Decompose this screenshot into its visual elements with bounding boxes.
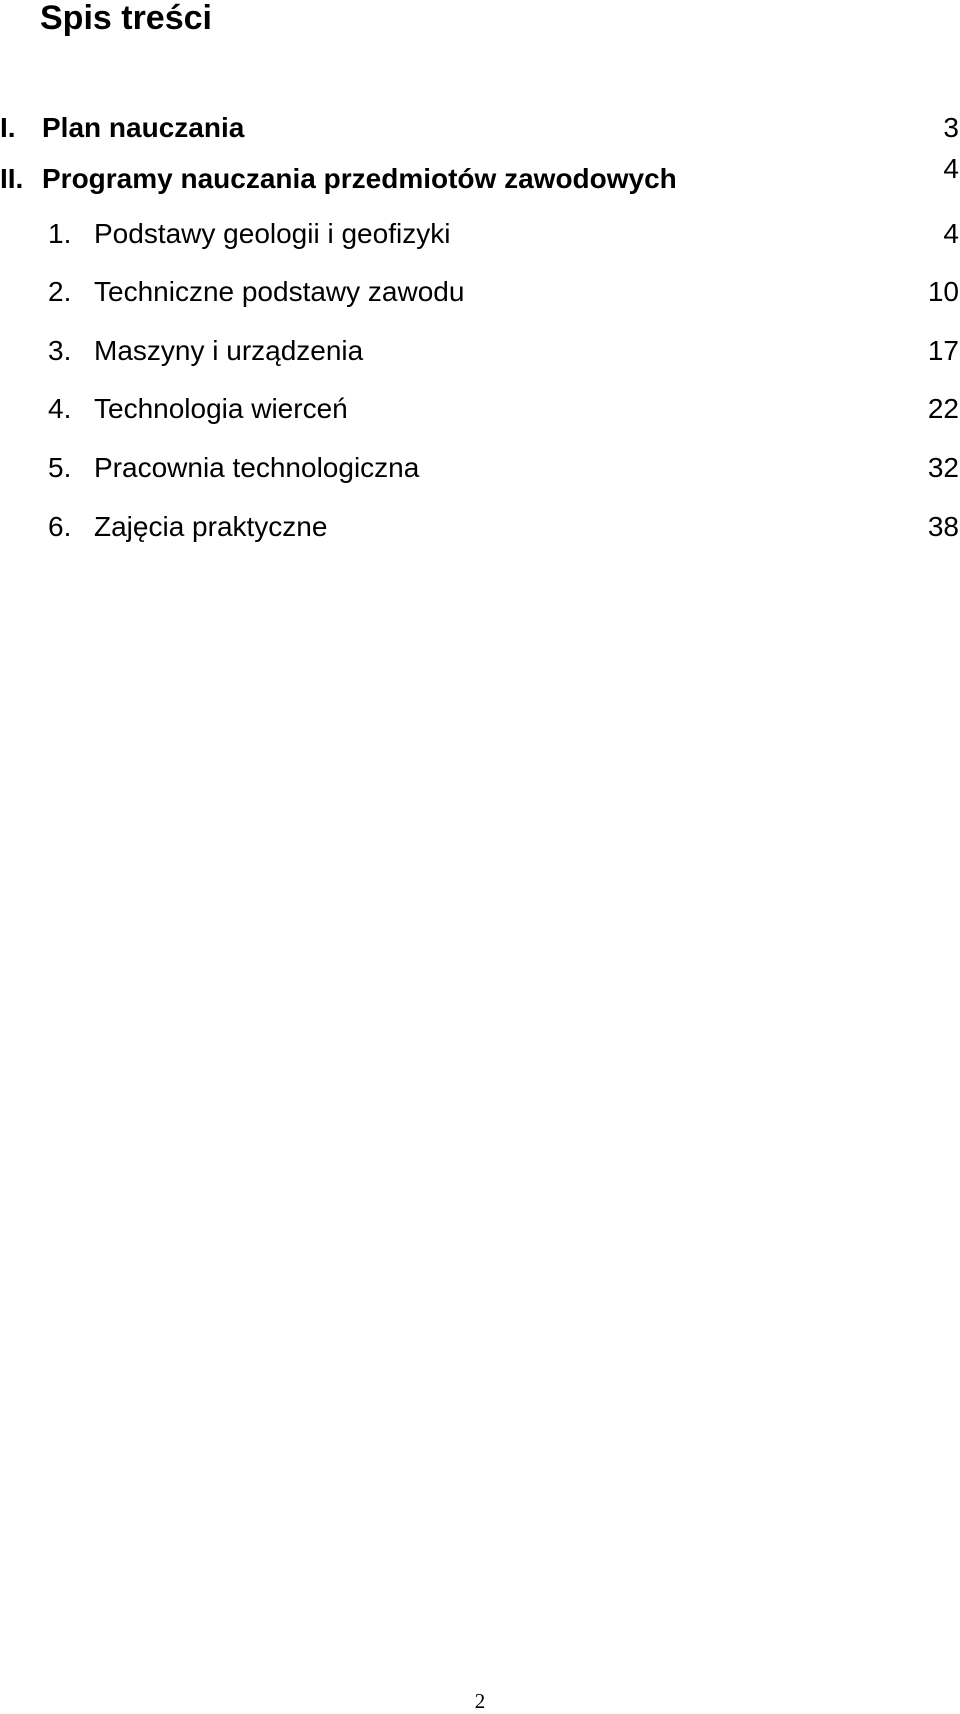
- toc-entry-label: Techniczne podstawy zawodu: [94, 276, 465, 307]
- toc-entry-label: Maszyny i urządzenia: [94, 335, 364, 366]
- toc-entry-number: 2.: [48, 276, 72, 307]
- toc-entry: [0, 153, 960, 205]
- toc-entry-label: Pracownia technologiczna: [94, 452, 420, 483]
- toc-entry-label: Podstawy geologii i geofizyki: [94, 218, 451, 249]
- toc-entry-page: 3: [943, 112, 959, 143]
- footer-page-number: 2: [474, 1689, 486, 1713]
- toc-entry-label: Technologia wierceń: [94, 393, 348, 424]
- toc-entry-page: 4: [943, 218, 959, 249]
- toc-entry-label: Plan nauczania: [42, 112, 245, 143]
- toc-entry-page: 22: [927, 393, 959, 424]
- toc-entry-number: 4.: [48, 393, 72, 424]
- toc-entry-label: Programy nauczania przedmiotów zawodowych: [42, 163, 677, 194]
- toc-entry-number: 3.: [48, 335, 72, 366]
- toc-entry: [0, 509, 960, 553]
- toc-entry-page: 17: [927, 335, 959, 366]
- toc-title: Spis treści: [40, 0, 212, 37]
- toc-entry: [0, 450, 960, 494]
- toc-entry-label: Zajęcia praktyczne: [94, 511, 328, 542]
- toc-entry-page: 32: [927, 452, 959, 483]
- toc-entry: [0, 216, 960, 260]
- toc-entry-page: 10: [927, 276, 959, 307]
- toc-entry-number: 5.: [48, 452, 72, 483]
- toc-entry: [0, 391, 960, 435]
- toc-entry-page: 4: [943, 153, 959, 184]
- toc-entry-number: 6.: [48, 511, 72, 542]
- toc-entry-number: I.: [0, 112, 16, 143]
- toc-entry: [0, 333, 960, 377]
- toc-entry-number: 1.: [48, 218, 72, 249]
- toc-entry: [0, 110, 960, 154]
- toc-entry-number: II.: [0, 163, 24, 194]
- toc-entry-page: 38: [927, 511, 959, 542]
- toc-entry: [0, 274, 960, 318]
